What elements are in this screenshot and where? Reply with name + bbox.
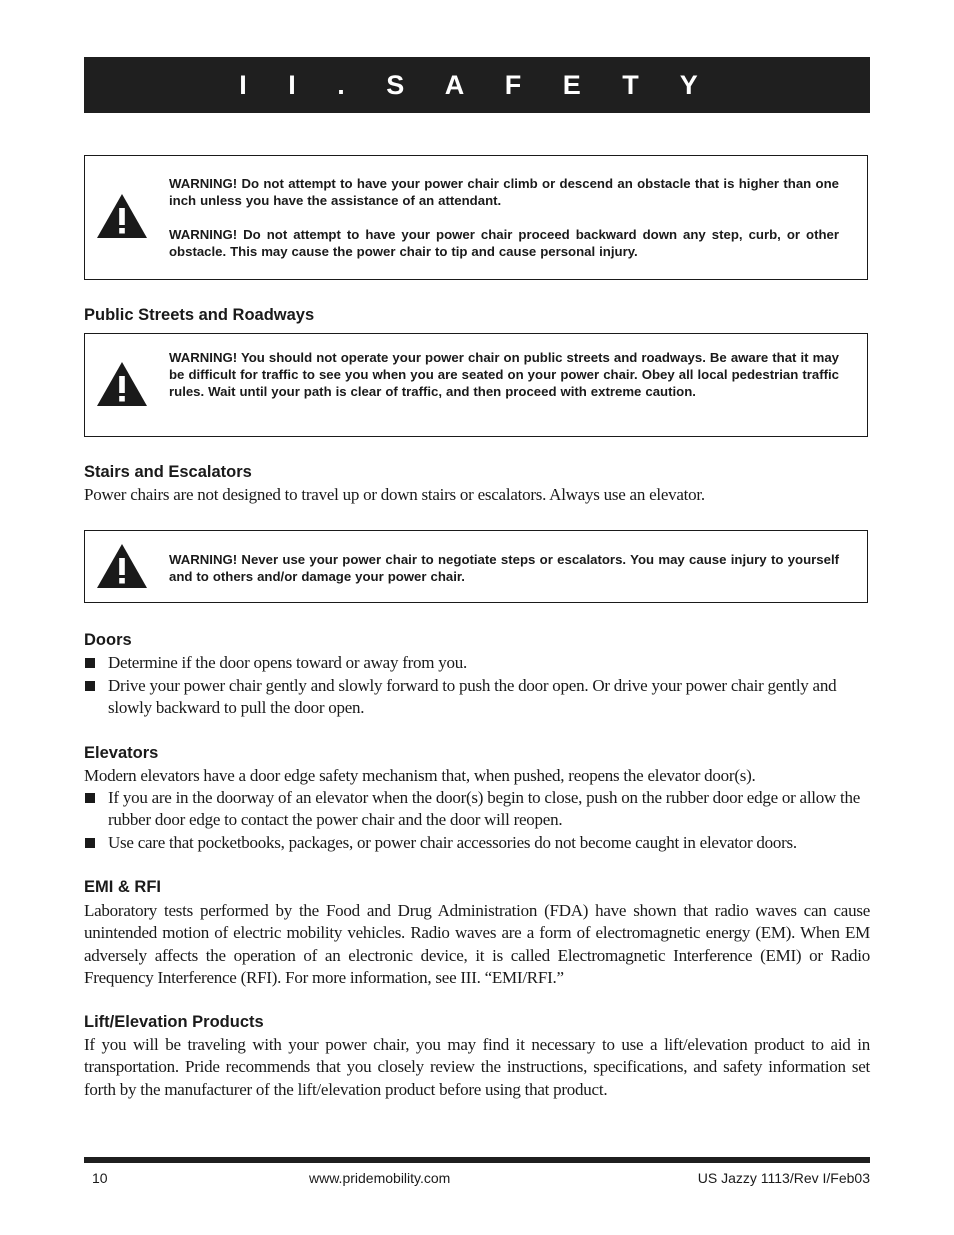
warning-text: [169, 175, 839, 260]
footer-rule: [84, 1157, 870, 1163]
lift-text: If you will be traveling with your power chair, you may find it necessary to use a lift/elevation product to aid in transportation. Pride recommends that you closely review the instructions, specifications, and safety information set forth by the manufacturer of the lift/elevation product before using that product.: [84, 1035, 870, 1099]
bullet-square-icon: [85, 658, 95, 668]
warning-triangle-icon: [96, 361, 148, 407]
list-item: Use care that pocketbooks, packages, or power chair accessories do not become caught in elevator doors.: [84, 832, 870, 854]
bullet-square-icon: [85, 793, 95, 803]
warning-paragraph: WARNING! Do not attempt to have your power chair climb or descend an obstacle that is higher than one inch unless you have the assistance of an attendant.: [169, 176, 839, 208]
heading-lift: Lift/Elevation Products: [84, 1013, 264, 1031]
emi-rfi-text: Laboratory tests performed by the Food and Drug Administration (FDA) have shown that radio waves can cause unintended motion of electric mobility vehicles. Radio waves are a form of electromagnetic energy (EM). When EM adversely affects the operation of an electronic device, it is called Electromagnetic Interference (EMI) or Radio Frequency Interference (RFI). For more information, see III. “EMI/RFI.”: [84, 901, 870, 988]
warning-triangle-icon: [96, 193, 148, 239]
stairs-text: Power chairs are not designed to travel up or down stairs or escalators. Always use an elevator.: [84, 485, 705, 504]
warning-box-escalators: [84, 530, 868, 603]
warning-text: [169, 349, 839, 400]
footer-website: www.pridemobility.com: [309, 1170, 451, 1186]
bullet-square-icon: [85, 681, 95, 691]
list-item: If you are in the doorway of an elevator when the door(s) begin to close, push on the rubber door edge or allow the rubber door edge to contact the power chair and the door will reopen.: [84, 787, 870, 832]
heading-doors: Doors: [84, 631, 132, 649]
footer-doc-id: US Jazzy 1113/Rev I/Feb03: [697, 1170, 870, 1186]
heading-elevators: Elevators: [84, 744, 159, 762]
warning-text: [169, 551, 839, 585]
section-title: I I . S A F E T Y: [239, 69, 715, 100]
heading-emi-rfi: EMI & RFI: [84, 878, 161, 896]
warning-paragraph: WARNING! Do not attempt to have your power chair proceed backward down any step, curb, or other obstacle. This may cause the power chair to tip and cause personal injury.: [169, 227, 839, 259]
heading-public-streets: Public Streets and Roadways: [84, 306, 315, 324]
warning-triangle-icon: [96, 543, 148, 589]
heading-stairs: Stairs and Escalators: [84, 463, 252, 481]
warning-paragraph: WARNING! Never use your power chair to negotiate steps or escalators. You may cause injury to yourself and to others and/or damage your power chair.: [169, 552, 839, 584]
list-item: Drive your power chair gently and slowly forward to push the door open. Or drive your power chair gently and slowly backward to pull the door open.: [84, 675, 870, 720]
page-number: 10: [92, 1170, 108, 1186]
list-item: Determine if the door opens toward or away from you.: [84, 652, 870, 674]
warning-paragraph: WARNING! You should not operate your power chair on public streets and roadways. Be aware that it may be difficult for traffic to see you when you are seated on your power chair. Obey all local pedestrian traffic rules. Wait until your path is clear of traffic, and then proceed with extreme caution.: [169, 350, 839, 399]
warning-box-obstacles: [84, 155, 868, 280]
elevators-text: Modern elevators have a door edge safety mechanism that, when pushed, reopens the elevator door(s).: [84, 766, 756, 785]
bullet-square-icon: [85, 838, 95, 848]
warning-box-streets: [84, 333, 868, 437]
section-title-banner: [84, 57, 870, 113]
